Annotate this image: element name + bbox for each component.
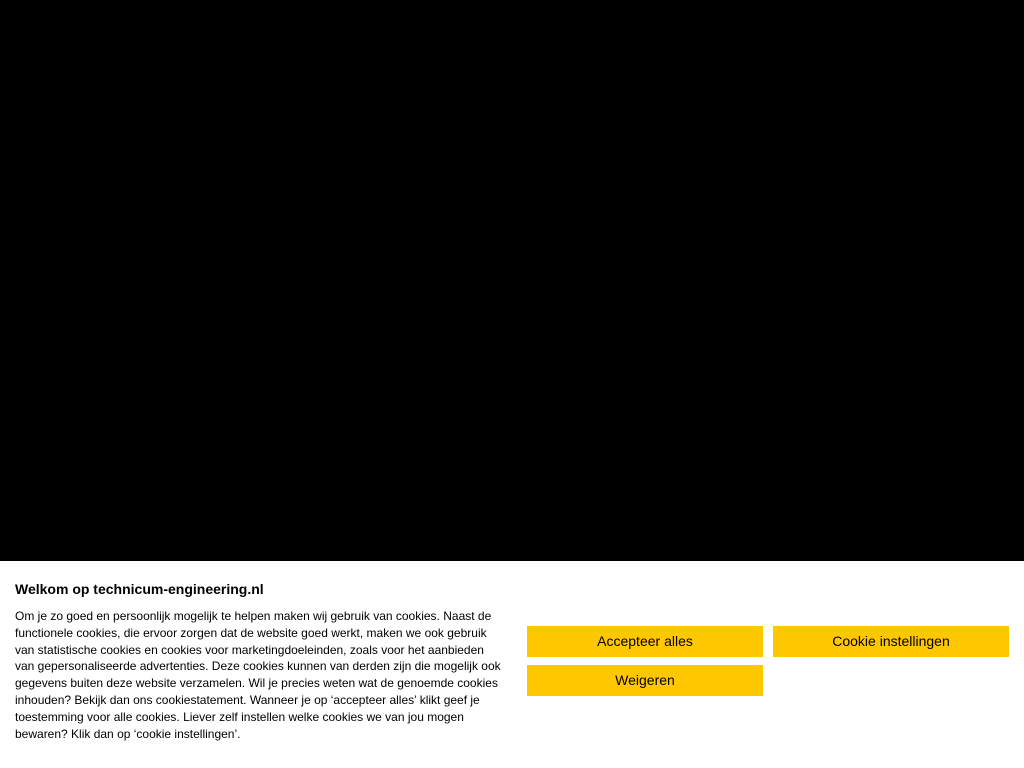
cookie-text-block <box>15 581 505 742</box>
accept-all-button[interactable]: Accepteer alles <box>527 626 763 657</box>
cookie-banner-body: Om je zo goed en persoonlijk mogelijk te helpen maken wij gebruik van cookies. Naast de functionele cookies, die ervoor zorgen dat de website goed werkt, maken we ook gebruik van statistische cookies en cookies voor marketingdoeleinden, zoals voor het aanbieden van gepersonaliseerde advertenties. Deze cookies kunnen van derden zijn die mogelijk ook gegevens buiten deze website verzamelen. Wil je precies weten wat de genoemde cookies inhouden? Bekijk dan ons cookiestatement. Wanneer je op ‘accepteer alles’ klikt geef je toestemming voor alle cookies. Liever zelf instellen welke cookies we van jou mogen bewaren? Klik dan op ‘cookie instellingen’. <box>15 609 501 741</box>
cookie-settings-button[interactable]: Cookie instellingen <box>773 626 1009 657</box>
cookie-banner <box>0 561 1024 768</box>
reject-button[interactable]: Weigeren <box>527 665 763 696</box>
cookie-banner-title: Welkom op technicum-engineering.nl <box>15 581 264 597</box>
cookie-actions <box>527 626 1009 696</box>
